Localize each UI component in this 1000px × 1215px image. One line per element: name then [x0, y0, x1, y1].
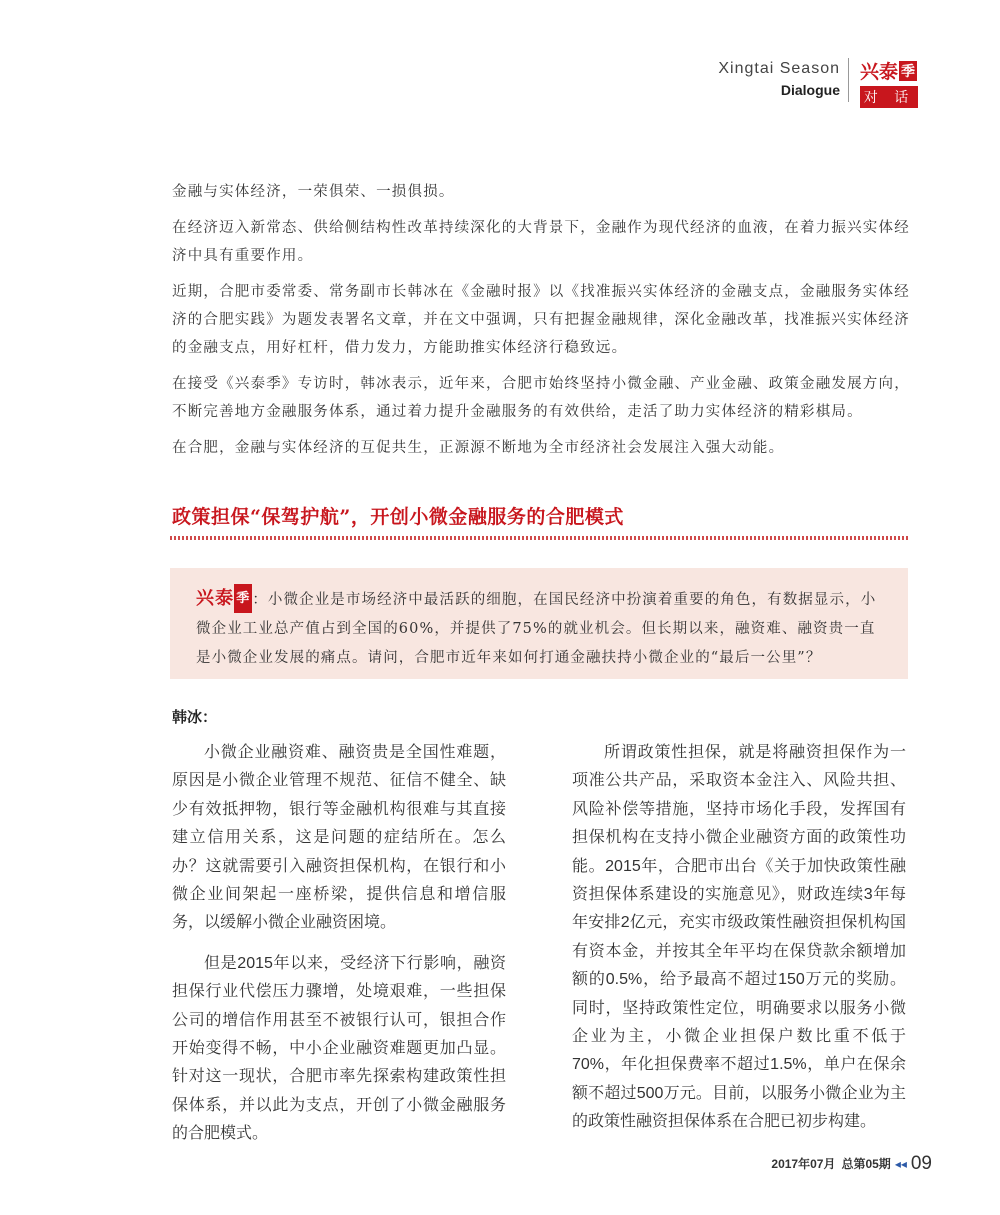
- double-arrow-left-icon: ◂◂: [894, 1157, 907, 1171]
- question-brand: [196, 588, 252, 609]
- question-box: [170, 568, 908, 679]
- magazine-name-en: Xingtai Season: [718, 60, 840, 77]
- magazine-logo: [860, 57, 918, 108]
- section-tag-cn: 对 话: [860, 86, 918, 108]
- intro-paragraph: 在接受《兴泰季》专访时，韩冰表示，近年来，合肥市始终坚持小微金融、产业金融、政策金融发展方向，不断完善地方金融服务体系，通过着力提升金融服务的有效供给，走活了助力实体经济的精彩棋局。: [172, 376, 910, 420]
- issue-date: 2017年07月: [771, 1157, 836, 1171]
- section-divider: [170, 536, 910, 540]
- intro-paragraph: 近期，合肥市委常委、常务副市长韩冰在《金融时报》以《找准振兴实体经济的金融支点，金融服务实体经济的合肥实践》为题发表署名文章，并在文中强调，只有把握金融规律，深化金融改革，找准振兴实体经济的金融支点，用好杠杆，借力发力，方能助推实体经济行稳致远。: [172, 284, 910, 356]
- answer-paragraph: 但是2015年以来，受经济下行影响，融资担保行业代偿压力骤增，处境艰难，一些担保公司的增信作用甚至不被银行认可，银担合作开始变得不畅，中小企业融资难题更加凸显。针对这一现状，合肥市率先探索构建政策性担保体系，并以此为支点，开创了小微金融服务的合肥模式。: [172, 954, 506, 1143]
- intro-paragraph: 在经济迈入新常态、供给侧结构性改革持续深化的大背景下，金融作为现代经济的血液，在着力振兴实体经济中具有重要作用。: [172, 220, 910, 264]
- speaker-label: 韩冰：: [172, 709, 218, 726]
- intro-paragraph: 在合肥，金融与实体经济的互促共生，正源源不断地为全市经济社会发展注入强大动能。: [172, 440, 785, 456]
- answer-paragraph: 小微企业融资难、融资贵是全国性难题，原因是小微企业管理不规范、征信不健全、缺少有效抵押物，银行等金融机构很难与其直接建立信用关系，这是问题的症结所在。怎么办？这就需要引入融资担保机构，在银行和小微企业间架起一座桥梁，提供信息和增信服务，以缓解小微企业融资困境。: [172, 744, 506, 932]
- answer-column-right: [572, 739, 906, 1149]
- header-divider: [848, 58, 849, 102]
- question-text-block: [196, 584, 886, 673]
- answer-column-left: [172, 739, 506, 1161]
- issue-number: 总第05期: [841, 1157, 891, 1171]
- section-title: 政策担保“保驾护航”，开创小微金融服务的合肥模式: [172, 506, 624, 528]
- brand-logo: [860, 57, 918, 84]
- answer-paragraph: 所谓政策性担保，就是将融资担保作为一项准公共产品，采取资本金注入、风险共担、风险补偿等措施，坚持市场化手段，发挥国有担保机构在支持小微企业融资方面的政策性功能。2015年，合肥市出台《关于加快政策性融资担保体系建设的实施意见》，财政连续3年每年安排2亿元，充实市级政策性融资担保机构国有资本金，并按其全年平均在保贷款余额增加额的0.5%，给予最高不超过150万元的奖励。同时，坚持政策性定位，明确要求以服务小微企业为主，小微企业担保户数比重不低于70%，年化担保费率不超过1.5%，单户在保余额不超过500万元。目前，以服务小微企业为主的政策性融资担保体系在合肥已初步构建。: [572, 744, 906, 1131]
- brand-prefix: 兴泰: [860, 61, 899, 83]
- section-name-en: Dialogue: [780, 82, 840, 98]
- brand-box: 季: [899, 61, 917, 81]
- page-number: 09: [910, 1153, 932, 1174]
- page-footer: [771, 1153, 932, 1175]
- intro-paragraphs: [172, 178, 912, 470]
- question-brand-box: 季: [234, 584, 252, 613]
- magazine-header-en: [718, 60, 840, 98]
- question-text: ：小微企业是市场经济中最活跃的细胞，在国民经济中扮演着重要的角色，有数据显示，小微企业工业总产值占到全国的60%，并提供了75%的就业机会。但长期以来，融资难、融资贵一直是小微企业发展的痛点。请问，合肥市近年来如何打通金融扶持小微企业的“最后一公里”？: [196, 592, 877, 666]
- intro-paragraph: 金融与实体经济，一荣俱荣、一损俱损。: [172, 184, 455, 200]
- question-brand-prefix: 兴泰: [196, 588, 235, 609]
